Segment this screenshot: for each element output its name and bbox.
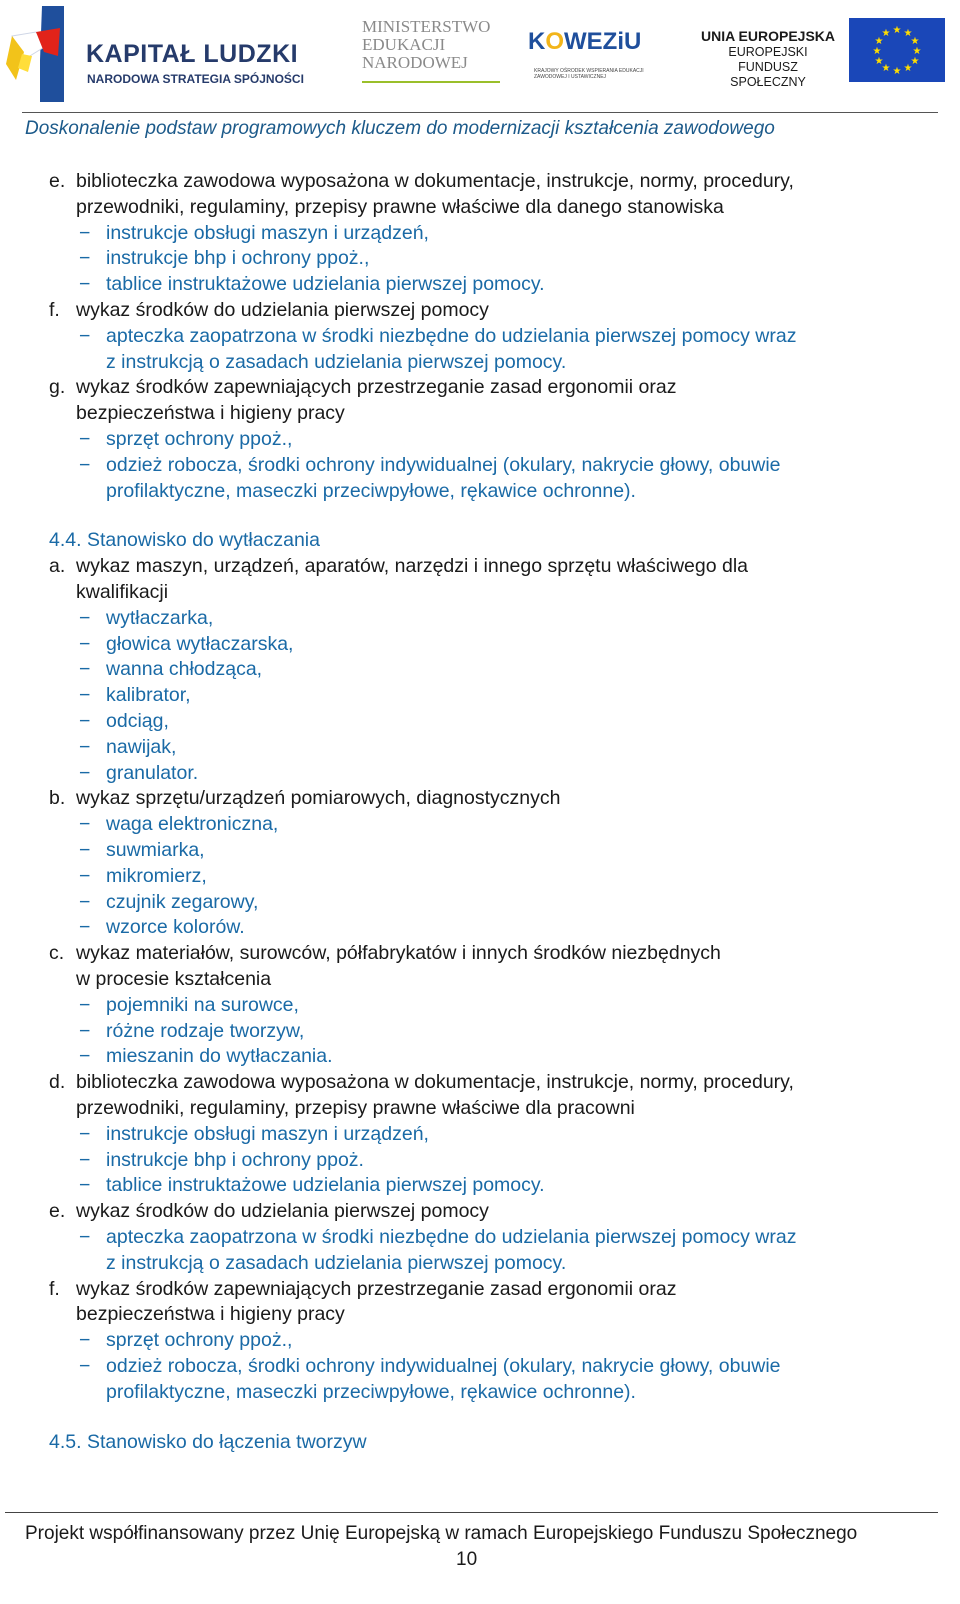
line-text: odzież robocza, środki ochrony indywidualnej (okulary, nakrycie głowy, obuwie — [106, 1355, 781, 1377]
line-text: wytłaczarka, — [106, 606, 214, 629]
line-text: mikromierz, — [106, 864, 207, 887]
line-text: granulator. — [106, 761, 199, 784]
dash-bullet: − — [79, 428, 91, 450]
svg-text:★: ★ — [903, 28, 913, 39]
line-text: apteczka zaopatrzona w środki niezbędne do udzielania pierwszej pomocy wraz — [106, 324, 797, 347]
svg-text:★: ★ — [903, 63, 913, 74]
line-text: wykaz środków do udzielania pierwszej pomocy — [76, 299, 489, 321]
dash-bullet: − — [79, 606, 91, 629]
list-marker: c. — [49, 942, 65, 965]
footer-text: Projekt współfinansowany przez Unię Europejską w ramach Europejskiego Funduszu Społecznego — [25, 1523, 858, 1544]
line-text: profilaktyczne, maseczki przeciwpyłowe, rękawice ochronne). — [106, 1380, 636, 1403]
eu-line-1: UNIA EUROPEJSKA — [700, 28, 836, 44]
dash-bullet: − — [79, 1122, 91, 1145]
line-text: wykaz środków zapewniających przestrzeganie zasad ergonomii oraz — [76, 1277, 677, 1300]
svg-text:★: ★ — [881, 28, 891, 39]
list-marker: e. — [49, 1200, 66, 1223]
dash-bullet: − — [79, 453, 91, 476]
footer-divider — [5, 1512, 938, 1513]
dash-bullet: − — [79, 632, 91, 655]
kapital-ludzki-logo — [6, 6, 306, 102]
line-text: nawijak, — [106, 735, 177, 758]
logo-bar — [0, 0, 960, 112]
line-text: wykaz środków do udzielania pierwszej pomocy — [76, 1200, 489, 1223]
dash-bullet: − — [79, 761, 91, 784]
dash-bullet: − — [79, 221, 91, 244]
line-text: suwmiarka, — [106, 839, 205, 861]
line-text: kwalifikacji — [76, 581, 169, 603]
svg-text:★: ★ — [874, 36, 884, 47]
ministry-line-2: EDUKACJI — [362, 35, 446, 54]
svg-text:★: ★ — [892, 25, 902, 36]
ministry-logo — [362, 18, 502, 88]
dash-bullet: − — [79, 890, 91, 913]
line-text: przewodniki, regulaminy, przepisy prawne właściwe dla pracowni — [76, 1097, 635, 1119]
svg-text:★: ★ — [912, 46, 922, 57]
line-text: wykaz maszyn, urządzeń, aparatów, narzędzi i innego sprzętu właściwego dla — [76, 555, 749, 578]
koweziu-subtitle: KRAJOWY OŚRODEK WSPIERANIA EDUKACJI ZAWODOWEJ I USTAWICZNEJ — [534, 68, 644, 80]
dash-bullet: − — [79, 658, 91, 681]
dash-bullet: − — [79, 247, 91, 270]
ministry-line-1: MINISTERSTWO — [362, 17, 491, 36]
dash-bullet: − — [79, 1355, 91, 1377]
dash-bullet: − — [79, 813, 91, 836]
dash-bullet: − — [79, 993, 91, 1016]
kapital-ludzki-title: KAPITAŁ LUDZKI — [86, 40, 299, 68]
svg-text:★: ★ — [910, 56, 920, 67]
dash-bullet: − — [79, 324, 91, 347]
line-text: sprzęt ochrony ppoż., — [106, 428, 293, 450]
list-marker: f. — [49, 299, 60, 321]
line-text: bezpieczeństwa i higieny pracy — [76, 402, 345, 425]
line-text: czujnik zegarowy, — [106, 890, 259, 913]
line-text: różne rodzaje tworzyw, — [106, 1019, 305, 1042]
document-header-title: Doskonalenie podstaw programowych kluczem do modernizacji kształcenia zawodowego — [25, 118, 775, 139]
line-text: instrukcje obsługi maszyn i urządzeń, — [106, 1122, 429, 1145]
eu-stars-icon — [849, 18, 945, 82]
kapital-ludzki-emblem-icon — [6, 6, 84, 102]
section-heading-text: 4.4. Stanowisko do wytłaczania — [49, 529, 320, 552]
dash-bullet: − — [79, 684, 91, 707]
ministry-line-3: NARODOWEJ — [362, 53, 468, 72]
koweziu-name — [528, 28, 641, 56]
section-heading-text: 4.5. Stanowisko do łączenia tworzyw — [49, 1430, 367, 1453]
line-text: odzież robocza, środki ochrony indywidualnej (okulary, nakrycie głowy, obuwie — [106, 453, 781, 476]
dash-bullet: − — [79, 864, 91, 887]
list-marker: e. — [49, 170, 66, 192]
eu-flag-icon — [849, 18, 945, 82]
list-marker: f. — [49, 1277, 60, 1300]
dash-bullet: − — [79, 735, 91, 758]
eu-line-3: FUNDUSZ SPOŁECZNY — [730, 60, 806, 89]
svg-text:★: ★ — [872, 46, 882, 57]
koweziu-logo — [526, 16, 656, 88]
line-text: tablice instruktażowe udzielania pierwszej pomocy. — [106, 1174, 545, 1197]
line-text: wykaz sprzętu/urządzeń pomiarowych, diagnostycznych — [76, 787, 561, 810]
line-text: wanna chłodząca, — [106, 658, 263, 681]
kapital-ludzki-subtitle: NARODOWA STRATEGIA SPÓJNOŚCI — [87, 72, 304, 86]
line-text: tablice instruktażowe udzielania pierwszej pomocy. — [106, 273, 545, 296]
line-text: biblioteczka zawodowa wyposażona w dokumentacje, instrukcje, normy, procedury, — [76, 1071, 794, 1094]
list-marker: a. — [49, 555, 66, 578]
dash-bullet: − — [79, 710, 91, 732]
line-text: profilaktyczne, maseczki przeciwpyłowe, rękawice ochronne). — [106, 479, 636, 502]
koweziu-name-prefix: K — [528, 28, 546, 55]
header-divider — [22, 112, 938, 113]
svg-text:★: ★ — [892, 66, 902, 77]
dash-bullet: − — [79, 839, 91, 861]
dash-bullet: − — [79, 1045, 91, 1068]
line-text: przewodniki, regulaminy, przepisy prawne właściwe dla danego stanowiska — [76, 195, 724, 218]
line-text: głowica wytłaczarska, — [106, 632, 294, 655]
svg-text:★: ★ — [874, 56, 884, 67]
line-text: bezpieczeństwa i higieny pracy — [76, 1303, 345, 1326]
koweziu-sun-o: O — [545, 28, 565, 55]
line-text: instrukcje obsługi maszyn i urządzeń, — [106, 221, 429, 244]
line-text: apteczka zaopatrzona w środki niezbędne do udzielania pierwszej pomocy wraz — [106, 1226, 797, 1248]
dash-bullet: − — [79, 1019, 91, 1042]
eu-line-2: EUROPEJSKI — [728, 45, 808, 59]
line-text: z instrukcją o zasadach udzielania pierwszej pomocy. — [106, 1251, 567, 1274]
line-text: instrukcje bhp i ochrony ppoż., — [106, 247, 370, 270]
dash-bullet: − — [79, 1148, 91, 1171]
line-text: instrukcje bhp i ochrony ppoż. — [106, 1148, 364, 1171]
line-text: w procesie kształcenia — [76, 968, 272, 990]
line-text: sprzęt ochrony ppoż., — [106, 1329, 293, 1352]
svg-text:★: ★ — [910, 36, 920, 47]
line-text: wzorce kolorów. — [106, 916, 245, 939]
line-text: kalibrator, — [106, 684, 191, 707]
list-marker: b. — [49, 787, 66, 810]
list-marker: d. — [49, 1071, 66, 1094]
line-text: odciąg, — [106, 710, 169, 732]
line-text: wykaz środków zapewniających przestrzeganie zasad ergonomii oraz — [76, 376, 677, 399]
line-text: wykaz materiałów, surowców, półfabrykatów i innych środków niezbędnych — [76, 942, 721, 965]
dash-bullet: − — [79, 916, 91, 939]
eu-logo — [700, 25, 950, 89]
eu-text — [700, 28, 836, 90]
line-text: pojemniki na surowce, — [106, 993, 299, 1016]
line-text: biblioteczka zawodowa wyposażona w dokumentacje, instrukcje, normy, procedury, — [76, 170, 794, 192]
dash-bullet: − — [79, 1226, 91, 1248]
dash-bullet: − — [79, 273, 91, 296]
svg-text:★: ★ — [881, 63, 891, 74]
dash-bullet: − — [79, 1174, 91, 1197]
list-marker: g. — [49, 376, 66, 399]
line-text: waga elektroniczna, — [106, 813, 279, 836]
koweziu-name-suffix: WEZiU — [564, 28, 642, 55]
ministry-underline — [362, 81, 500, 83]
line-text: z instrukcją o zasadach udzielania pierwszej pomocy. — [106, 350, 567, 373]
page-number: 10 — [456, 1549, 478, 1570]
line-text: mieszanin do wytłaczania. — [106, 1045, 333, 1068]
dash-bullet: − — [79, 1329, 91, 1352]
